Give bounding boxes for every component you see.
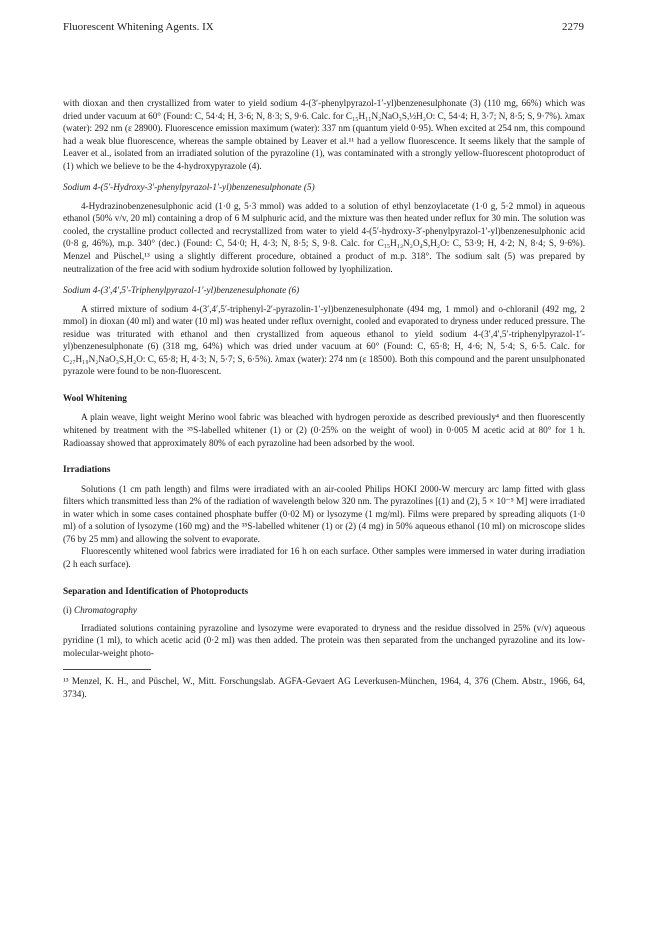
compound-5-procedure: 4-Hydrazinobenzenesulphonic acid (1·0 g, 5·3 mmol) was added to a solution of ethyl benzoylacetate (1·0 g, 5·2 mmol) in aqueous ethanol (50% v/v, 20 ml) containing a drop of 6 M sulphuric acid, and the mixture was then heated under reflux for 30 min. The solution was cooled, the crystalline product collected and recrystallized from water to yield 4-(5′-hydroxy-3′-phenylpyrazol-1′-yl)benzenesulphonic acid (0·8 g, 46%), m.p. 340° (dec.) (Found: C, 54·0; H, 4·3; N, 8·5; S, 9·8. Calc. for C₁₅H₁₂N₂O₄S,H₂O: C, 53·9; H, 4·2; N, 8·4; S, 9·6%). Menzel and Püschel,¹³ using a slightly different procedure, obtained a product of m.p. 318°. The sodium salt (5) was prepared by neutralization of the free acid with sodium hydroxide solution followed by lyophilization.: [63, 200, 585, 274]
running-title: Fluorescent Whitening Agents. IX: [63, 21, 214, 33]
article-body: [63, 97, 585, 700]
running-header: [63, 21, 584, 35]
irradiations-text-2: Fluorescently whitened wool fabrics were irradiated for 16 h on each surface. Other samples were immersed in water during irradiation (2 h each surface).: [63, 546, 585, 569]
wool-whitening-heading: Wool Whitening: [63, 392, 127, 403]
irradiations-text: Solutions (1 cm path length) and films were irradiated with an air-cooled Philips HOKI 2000-W mercury arc lamp fitted with glass filters which transmitted less than 2% of the radiation of wavelength below 320 nm. The pyrazolines [(1) and (2), 5 × 10⁻⁵ M] were irradiated in water which in some cases contained phosphate buffer (0·02 M) or lysozyme (1 mg/ml). Films were prepared by spreading aliquots (1·0 ml) of a solution of lysozyme (160 mg) and the ³⁵S-labelled whitener (1) or (2) (4 mg) in 50% aqueous ethanol (10 ml) on microscope slides (76 by 25 mm) and allowing the solvent to evaporate.: [63, 483, 585, 544]
compound-6-heading: Sodium 4-(3′,4′,5′-Triphenylpyrazol-1′-yl)benzenesulphonate (6): [63, 285, 300, 296]
compound-5-heading: Sodium 4-(5′-Hydroxy-3′-phenylpyrazol-1′-yl)benzenesulphonate (5): [63, 182, 315, 193]
chromatography-text: Irradiated solutions containing pyrazoline and lysozyme were evaporated to dryness and the residue dissolved in 25% (v/v) aqueous pyridine (1 ml), to which acetic acid (0·2 ml) was then added. The protein was then separated from the unchanged pyrazoline and its low-molecular-weight photo-: [63, 622, 585, 658]
photoproducts-heading: Separation and Identification of Photoproducts: [63, 585, 249, 596]
subsection-title: Chromatography: [73, 605, 137, 616]
footnote-rule: [63, 669, 151, 670]
footnote-13: ¹³ Menzel, K. H., and Püschel, W., Mitt. Forschungslab. AGFA-Gevaert AG Leverkusen-München, 1964, 4, 376 (Chem. Abstr., 1966, 64, 3734).: [63, 676, 585, 699]
subsection-number: (i): [63, 605, 74, 616]
irradiations-heading: Irradiations: [63, 464, 111, 475]
compound-6-procedure: A stirred mixture of sodium 4-(3′,4′,5′-triphenyl-2′-pyrazolin-1′-yl)benzenesulphonate (494 mg, 1 mmol) and o-chloranil (492 mg, 2 mmol) in dioxan (40 ml) and water (10 ml) was heated under reflux overnight, cooled and evaporated to dryness under reduced pressure. The residue was triturated with ethanol and then crystallized from aqueous ethanol to yield sodium 4-(3′,4′,5′-triphenylpyrazol-1′-yl)benzenesulphonate (6) (318 mg, 64%) which was dried under vacuum at 60° (Found: C, 65·8; H, 4·6; N, 5·4; S, 6·5. Calc. for C₂₇H₁₉N₂NaO₃S,H₂O: C, 65·8; H, 4·3; N, 5·7; S, 6·5%). λmax (water): 274 nm (ε 18500). Both this compound and the parent unsulphonated pyrazole were found to be non-fluorescent.: [63, 303, 585, 377]
chromatography-subheading: [63, 604, 585, 617]
paragraph-continued: with dioxan and then crystallized from water to yield sodium 4-(3′-phenylpyrazol-1′-yl)benzenesulphonate (3) (110 mg, 66%) which was dried under vacuum at 60° (Found: C, 54·4; H, 3·6; N, 8·3; S, 9·6. Calc. for C₁₅H₁₁N₂NaO₃S,½H₂O: C, 54·4; H, 3·7; N, 8·5; S, 9·7%). λmax (water): 292 nm (ε 28900). Fluorescence emission maximum (water): 337 nm (quantum yield 0·95). When excited at 254 nm, this compound had a weak blue fluorescence, whereas the sample obtained by Leaver et al.¹¹ had a yellow fluorescence. It seems likely that the sample of Leaver et al., isolated from an irradiated solution of the pyrazoline (1), was contaminated with a strongly yellow-fluorescent photoproduct of (1) which we believe to be the 4-hydroxypyrazole (4).: [63, 98, 585, 171]
wool-whitening-text: A plain weave, light weight Merino wool fabric was bleached with hydrogen peroxide as described previously⁴ and then fluorescently whitened by treatment with the ³⁵S-labelled whitener (1) or (2) (0·25% on the weight of wool) in 0·005 M acetic acid at 80° for 1 h. Radioassay showed that approximately 80% of each pyrazoline had been adsorbed by the wool.: [63, 412, 585, 448]
page-number: 2279: [562, 21, 584, 33]
